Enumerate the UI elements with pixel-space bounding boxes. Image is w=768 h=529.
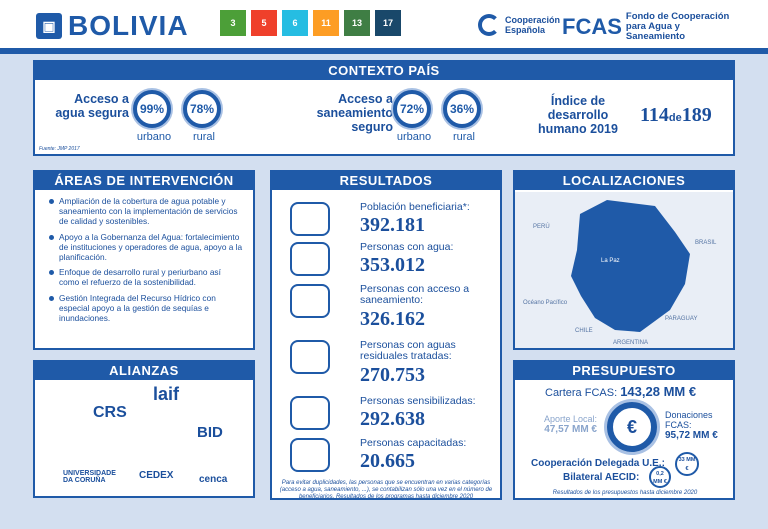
area-item: Enfoque de desarrollo rural y periurbano así como el refuerzo de la sostenibilidad.	[49, 267, 243, 287]
donaciones-label: Donaciones FCAS:	[665, 410, 713, 430]
label-peru: PERÚ	[533, 224, 550, 230]
contexto-panel	[33, 60, 735, 156]
label-oceano: Océano Pacífico	[523, 300, 568, 306]
saneamiento-label: Acceso a saneamiento seguro	[316, 92, 393, 134]
sdg-icon: 17	[375, 10, 401, 36]
contexto-title: CONTEXTO PAÍS	[35, 62, 733, 80]
san-rural-value: 36%	[443, 90, 481, 128]
san-urbano-value: 72%	[393, 90, 431, 128]
resultado-label: Personas con aguas residuales tratadas:	[360, 339, 456, 362]
cartera	[545, 384, 696, 399]
agua-urbano-value: 99%	[133, 90, 171, 128]
san-rural	[443, 90, 485, 143]
localizaciones-title: LOCALIZACIONES	[515, 172, 733, 190]
bilateral-label: Bilateral AECID:	[563, 472, 640, 483]
cooperacion-name: Cooperación Española	[505, 15, 561, 35]
sdg-icon: 11	[313, 10, 339, 36]
bolivia-map	[515, 192, 733, 348]
country-name: BOLIVIA	[68, 10, 189, 41]
delegada	[531, 458, 665, 469]
sdg-icon: 3	[220, 10, 246, 36]
resultado-value: 392.181	[360, 214, 425, 236]
idh-rank: 114	[640, 104, 669, 126]
partner-bid: BID	[197, 424, 223, 441]
donaciones	[665, 410, 735, 441]
resultado-label: Personas con agua:	[360, 241, 454, 253]
resultado-value: 270.753	[360, 364, 425, 386]
area-item: Ampliación de la cobertura de agua potable y saneamiento con la implementación de servicios de calidad y sostenibles.	[49, 196, 243, 227]
sdg-icons	[220, 10, 401, 36]
resultados-note: Para evitar duplicidades, las personas que se encuentran en varias categorías (acceso a agua, saneamiento, ...), se contabilizan sólo una vez en el número de beneficiarios. Resultados de los programas hasta diciembre 2020	[279, 480, 493, 500]
aporte-label: Aporte Local:	[543, 414, 597, 424]
resultado-label: Población beneficiaria*:	[360, 201, 470, 213]
agua-label: Acceso a agua segura	[55, 92, 129, 120]
label-chile: CHILE	[575, 328, 593, 334]
rural-label: rural	[452, 131, 475, 143]
urbano-label: urbano	[396, 131, 432, 143]
fcas-logo	[562, 12, 734, 42]
water-drop-icon	[290, 340, 330, 374]
areas-panel	[33, 170, 255, 350]
fcas-name: Fondo de Cooperación para Agua y Saneamiento	[625, 11, 730, 42]
san-urbano	[393, 90, 435, 143]
area-item: Gestión Integrada del Recurso Hídrico con especial apoyo a la gestión de sequías e inundaciones.	[49, 293, 243, 324]
faucet-icon	[290, 242, 330, 276]
training-icon	[290, 438, 330, 472]
sdg-icon: 6	[282, 10, 308, 36]
bilateral-value: 0,2 MM €	[649, 466, 671, 488]
label-argentina: ARGENTINA	[613, 340, 649, 346]
agua-urbano	[133, 90, 175, 143]
presupuesto-panel	[513, 360, 735, 500]
fcas-mark: FCAS	[562, 14, 622, 39]
partner-cenca: cenca	[199, 474, 228, 485]
fuente-note: Fuente: JMP 2017	[39, 146, 80, 152]
idh-value	[640, 104, 712, 127]
sdg-icon: 13	[344, 10, 370, 36]
delegada-value: 33 MM €	[675, 452, 699, 476]
resultado-label: Personas con acceso a saneamiento:	[360, 283, 470, 306]
urbano-label: urbano	[136, 131, 172, 143]
resultado-value: 292.638	[360, 408, 425, 430]
country-title	[36, 10, 189, 42]
cartera-label: Cartera FCAS:	[545, 387, 618, 399]
sdg-icon: 5	[251, 10, 277, 36]
partner-crs: CRS	[93, 404, 127, 421]
delegada-label: Cooperación Delegada U.E.:	[531, 458, 665, 469]
idh-total: 189	[681, 104, 712, 126]
label-paraguay: PARAGUAY	[665, 316, 698, 322]
cooperacion-logo	[478, 14, 560, 36]
areas-list	[35, 190, 253, 323]
resultado-value: 353.012	[360, 254, 425, 276]
label-brasil: BRASIL	[695, 240, 717, 246]
alianzas-panel	[33, 360, 255, 498]
map-icon: ▣	[36, 13, 62, 39]
people-icon	[290, 202, 330, 236]
presentation-icon	[290, 396, 330, 430]
label-la-paz: La Paz	[601, 258, 620, 264]
resultado-label: Personas capacitadas:	[360, 437, 467, 449]
resultado-label: Personas sensibilizadas:	[360, 395, 476, 407]
cartera-value: 143,28 MM €	[620, 384, 697, 399]
resultado-value: 20.665	[360, 450, 415, 472]
resultado-value: 326.162	[360, 308, 425, 330]
alianzas-title: ALIANZAS	[35, 362, 253, 380]
aporte-value: 47,57 MM €	[544, 424, 597, 435]
donaciones-value: 95,72 MM €	[665, 430, 718, 441]
bilateral	[563, 472, 639, 483]
presupuesto-title: PRESUPUESTO	[515, 362, 733, 380]
header-divider	[0, 48, 768, 54]
resultados-title: RESULTADOS	[272, 172, 500, 190]
presupuesto-note: Resultados de los presupuestos hasta diciembre 2020	[552, 490, 698, 496]
aporte	[525, 414, 597, 435]
idh-label: Índice de desarrollo humano 2019	[538, 94, 618, 136]
idh-de: de	[668, 112, 682, 124]
area-item: Apoyo a la Gobernanza del Agua: fortalecimiento de instituciones y operadores de agua, apoyo a la planificación.	[49, 232, 243, 263]
localizaciones-panel	[513, 170, 735, 350]
rural-label: rural	[192, 131, 215, 143]
resultados-panel	[270, 170, 502, 500]
cooperacion-icon	[478, 14, 500, 36]
partner-laif: laif	[153, 384, 180, 404]
euro-icon: €	[607, 402, 657, 452]
partner-coruna: UNIVERSIDADE DA CORUÑA	[63, 470, 116, 484]
agua-rural-value: 78%	[183, 90, 221, 128]
areas-title: ÁREAS DE INTERVENCIÓN	[35, 172, 253, 190]
pipe-icon	[290, 284, 330, 318]
agua-rural	[183, 90, 225, 143]
partner-cedex: CEDEX	[139, 470, 174, 481]
